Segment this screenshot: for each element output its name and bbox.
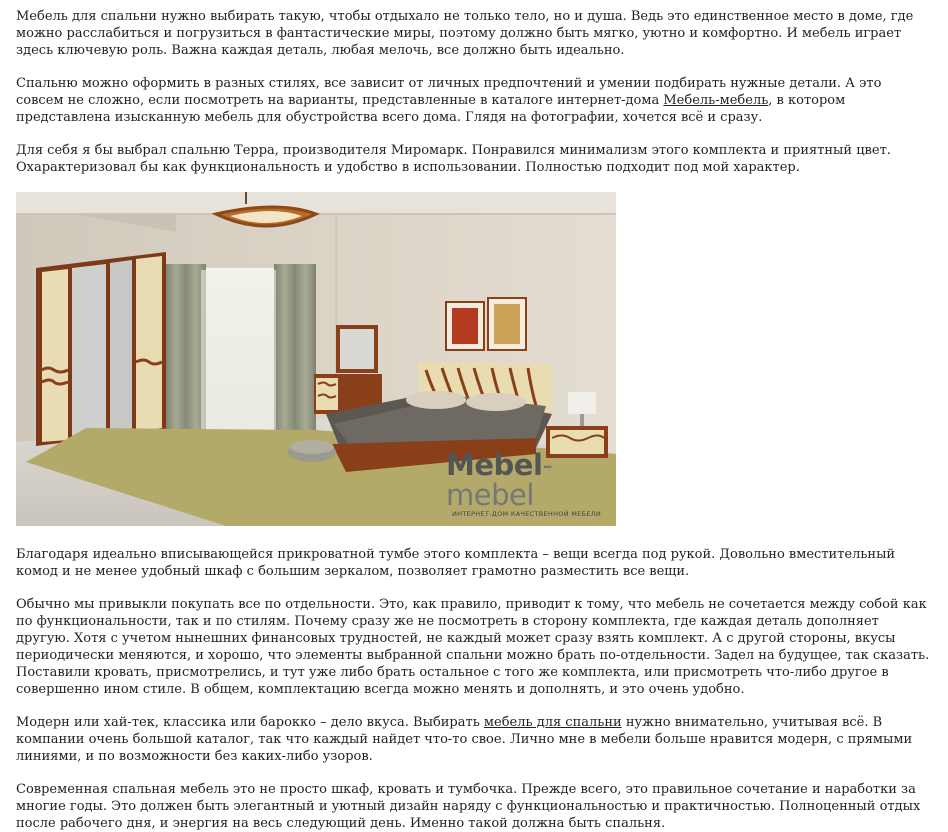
logo-brand-name: Mebel <box>446 448 543 482</box>
paragraph-conclusion: Современная спальная мебель это не просто шкаф, кровать и тумбочка. Прежде всего, это правильное сочетание и наработки за многие годы. Это должен быть элегантный и уютный дизайн наряду с функциональностью и практичностью. Полноценный отдых после рабочего дня, и энергия на весь следующий день. Именно такой должна быть спальня. <box>16 782 921 831</box>
paragraph-intro: Мебель для спальни нужно выбирать такую, чтобы отдыхало не только тело, но и душа. Ведь это единственное место в доме, где можно расслабиться и погрузиться в фантастические миры, поэтому должно быть мягко, уютно и комфортно. И мебель играет здесь ключевую роль. Важна каждая деталь, любая мелочь, все должно быть идеально. <box>16 9 914 58</box>
logo-brand <box>446 450 616 510</box>
paragraph-text: нужно внимательно, учитывая всё. В компании очень большой каталог, так что каждый найдет что-то свое. Лично мне в мебели больше нравится модерн, с прямыми линиями, и по возможности без каких-либо узоров. <box>16 715 913 764</box>
paragraph-text: Модерн или хай-тек, классика или барокко – дело вкуса. Выбирать <box>16 715 484 730</box>
paragraph-styles <box>16 75 932 126</box>
paragraph-terra: Для себя я бы выбрал спальню Терра, производителя Миромарк. Понравился минимализм этого комплекта и приятный цвет. Охарактеризовал бы как функциональность и удобство в использовании. Полностью подходит под мой характер. <box>16 143 891 175</box>
paragraph-styles-taste <box>16 714 932 765</box>
logo-tagline: ИНТЕРНЕТ-ДОМ КАЧЕСТВЕННОЙ МЕБЕЛИ <box>452 510 602 518</box>
bedroom-furniture-link[interactable]: мебель для спальни <box>483 715 622 730</box>
logo-brand-suffix: -mebel <box>446 448 553 512</box>
mebel-mebel-link[interactable]: Мебель-мебель <box>663 93 769 108</box>
mebel-mebel-logo <box>446 450 616 518</box>
bedroom-photo <box>16 192 616 526</box>
paragraph-text: Спальню можно оформить в разных стилях, все зависит от личных предпочтений и умении подбирать нужные детали. А это совсем не сложно, если посмотреть на варианты, представленные в каталоге интернет-дома <box>16 76 882 108</box>
paragraph-text: , в котором представлена изысканную мебель для обустройства всего дома. Глядя на фотографии, хочется всё и сразу. <box>16 93 846 125</box>
paragraph-separate: Обычно мы привыкли покупать все по отдельности. Это, как правило, приводит к тому, что мебель не сочетается между собой как по функциональности, так и по стилям. Почему сразу же не посмотреть в сторону комплекта, где каждая деталь дополняет другую. Хотя с учетом нынешних финансовых трудностей, не каждый может сразу взять комплект. А с другой стороны, вкусы периодически меняются, и хорошо, что элементы выбранной спальни можно брать по-отдельности. Задел на будущее, так сказать. Поставили кровать, присмотрелись, и тут уже либо брать остальное с того же комплекта, или присмотреть что-либо другое в совершенно ином стиле. В общем, комплектацию всегда можно менять и дополнять, и это очень удобно. <box>16 597 930 697</box>
paragraph-nightstand: Благодаря идеально вписывающейся прикроватной тумбе этого комплекта – вещи всегда под рукой. Довольно вместительный комод и не менее удобный шкаф с большим зеркалом, позволяет грамотно разместить все вещи. <box>16 547 896 579</box>
